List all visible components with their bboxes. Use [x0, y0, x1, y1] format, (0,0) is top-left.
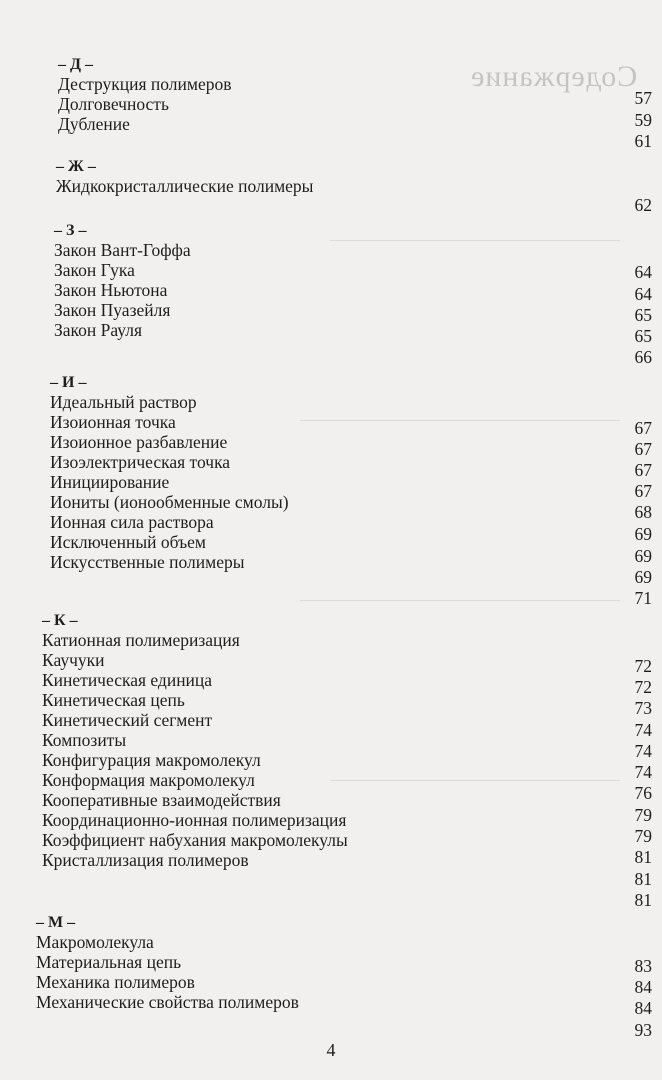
index-term: Закон Рауля	[54, 320, 143, 340]
page-ref: 81	[634, 869, 652, 889]
page-ref: 65	[634, 326, 652, 346]
index-entry	[54, 280, 662, 300]
index-term: Изоэлектрическая точка	[50, 452, 231, 472]
index-term: Закон Ньютона	[54, 280, 168, 300]
index-entry	[42, 750, 662, 770]
index-entry	[50, 552, 662, 572]
index-section-zh	[56, 158, 662, 196]
index-term: Катионная полимеризация	[42, 630, 240, 650]
index-entry	[50, 512, 662, 532]
index-term: Композиты	[42, 730, 127, 750]
page-ref: 84	[634, 977, 652, 997]
section-letter: – М –	[36, 914, 76, 931]
index-term: Кристаллизация полимеров	[42, 850, 249, 870]
index-entry	[42, 650, 662, 670]
index-entry	[42, 810, 662, 830]
index-term: Кинетический сегмент	[42, 710, 213, 730]
index-section-m	[36, 914, 658, 1012]
page-ref: 76	[634, 783, 652, 803]
section-letter: – Д –	[58, 56, 94, 73]
section-letter: – З –	[54, 222, 87, 239]
page-ref: 81	[634, 847, 652, 867]
index-entry	[50, 532, 662, 552]
index-term: Ионная сила раствора	[50, 512, 214, 532]
index-entry	[58, 114, 662, 134]
index-term: Конфигурация макромолекул	[42, 750, 261, 770]
section-letter: – И –	[50, 374, 87, 391]
index-term: Жидкокристаллические полимеры	[56, 176, 314, 196]
index-section-i	[50, 374, 662, 572]
page-ref: 68	[634, 502, 652, 522]
index-term: Конформация макромолекул	[42, 770, 255, 790]
index-term: Макромолекула	[36, 932, 154, 952]
bleed-through-text: Содержание	[470, 60, 638, 93]
index-term: Закон Пуазейля	[54, 300, 171, 320]
page-ref: 69	[634, 524, 652, 544]
index-entry	[36, 992, 658, 1012]
index-term: Материальная цепь	[36, 952, 182, 972]
index-term: Закон Гука	[54, 260, 135, 280]
page-ref: 73	[634, 698, 652, 718]
page-ref: 64	[634, 262, 652, 282]
index-term: Долговечность	[58, 94, 169, 114]
index-term: Механические свойства полимеров	[36, 992, 299, 1012]
section-letter: – Ж –	[56, 158, 96, 175]
section-letter: – К –	[42, 612, 78, 629]
index-section-k	[42, 612, 662, 870]
index-entry	[54, 320, 662, 340]
index-entry	[42, 790, 662, 810]
index-term: Кинетическая единица	[42, 670, 213, 690]
index-term: Каучуки	[42, 650, 105, 670]
index-term: Искусственные полимеры	[50, 552, 245, 572]
index-entry	[50, 432, 662, 452]
page-ref: 61	[634, 131, 652, 151]
index-entry	[42, 830, 662, 850]
index-entry	[42, 730, 662, 750]
page-ref: 72	[634, 656, 652, 676]
page-ref: 93	[634, 1020, 652, 1040]
page-ref: 74	[634, 762, 652, 782]
page-ref: 57	[634, 88, 652, 108]
index-term: Изоионное разбавление	[50, 432, 228, 452]
page-ref: 84	[634, 998, 652, 1018]
index-entry	[56, 176, 662, 196]
page-ref: 69	[634, 546, 652, 566]
index-term: Механика полимеров	[36, 972, 195, 992]
index-entry	[58, 74, 662, 94]
index-entry	[54, 240, 662, 260]
index-term: Исключенный объем	[50, 532, 206, 552]
page-ref: 62	[634, 195, 652, 215]
index-term: Деструкция полимеров	[58, 74, 232, 94]
index-term: Иониты (ионообменные смолы)	[50, 492, 289, 512]
page-ref: 64	[634, 284, 652, 304]
index-entry	[36, 952, 658, 972]
page-ref: 69	[634, 567, 652, 587]
index-term: Кооперативные взаимодействия	[42, 790, 281, 810]
page-number: 4	[326, 1040, 336, 1060]
index-entry	[42, 690, 662, 710]
index-term: Изоионная точка	[50, 412, 176, 432]
page-ref: 81	[634, 890, 652, 910]
bleed-through-line	[300, 600, 620, 601]
index-entry	[58, 94, 662, 114]
index-entry	[42, 630, 662, 650]
index-entry	[36, 932, 658, 952]
index-term: Коэффициент набухания макромолекулы	[42, 830, 348, 850]
index-term: Инициирование	[50, 472, 170, 492]
page-ref: 74	[634, 720, 652, 740]
page-ref: 79	[634, 826, 652, 846]
page-ref: 74	[634, 741, 652, 761]
index-entry	[42, 850, 662, 870]
index-entry	[54, 260, 662, 280]
page-ref: 72	[634, 677, 652, 697]
index-section-d	[58, 56, 662, 134]
index-section-z	[54, 222, 662, 340]
index-entry	[42, 670, 662, 690]
index-entry	[42, 770, 662, 790]
index-entry	[50, 412, 662, 432]
index-term: Закон Вант-Гоффа	[54, 240, 191, 260]
page-ref: 67	[634, 481, 652, 501]
page-ref: 66	[634, 347, 652, 367]
page-ref: 79	[634, 805, 652, 825]
page-ref: 59	[634, 110, 652, 130]
index-term: Координационно-ионная полимеризация	[42, 810, 347, 830]
page-ref: 71	[634, 588, 652, 608]
page-ref: 67	[634, 418, 652, 438]
index-entry	[50, 492, 662, 512]
index-term: Кинетическая цепь	[42, 690, 185, 710]
index-entry	[50, 392, 662, 412]
index-term: Дубление	[58, 114, 130, 134]
index-entry	[50, 452, 662, 472]
index-entry	[54, 300, 662, 320]
index-entry	[42, 710, 662, 730]
page-ref: 67	[634, 439, 652, 459]
index-entry	[36, 972, 658, 992]
index-entry	[50, 472, 662, 492]
index-term: Идеальный раствор	[50, 392, 197, 412]
page-ref: 67	[634, 460, 652, 480]
page-ref: 65	[634, 305, 652, 325]
page-ref: 83	[634, 956, 652, 976]
